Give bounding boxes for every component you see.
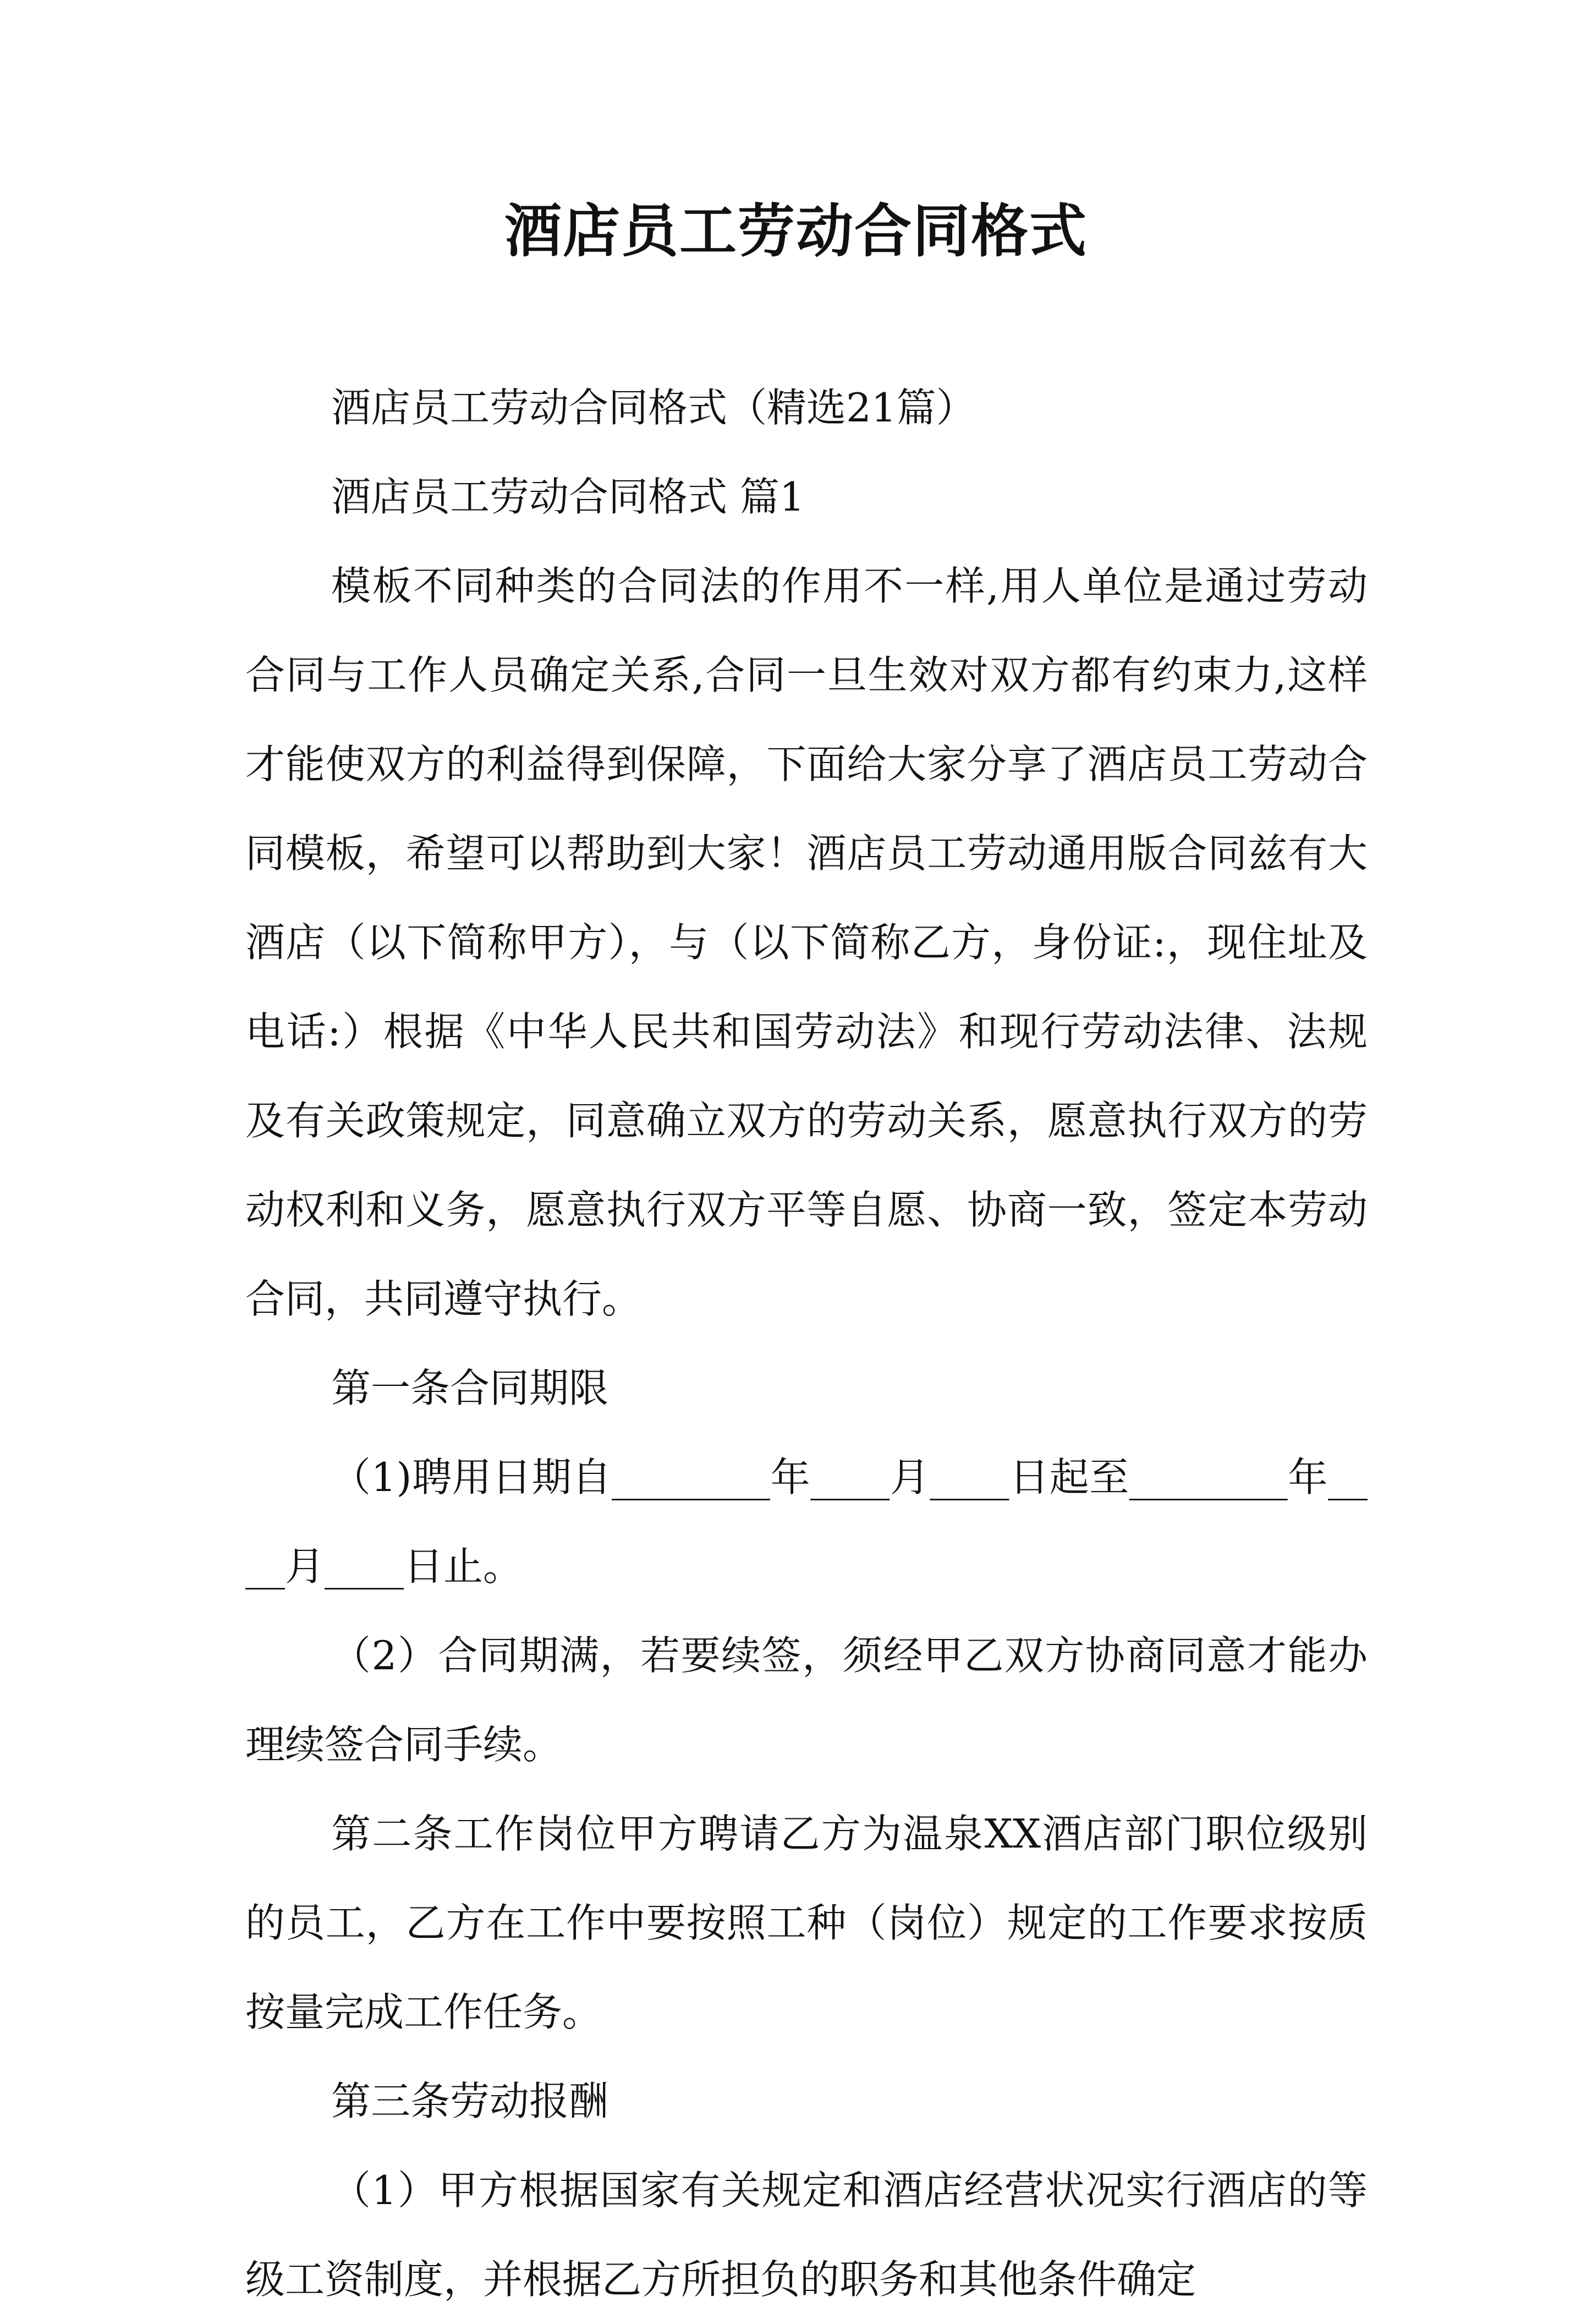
- paragraph-article-1-item-1: （1)聘用日期自________年____月____日起至________年____月____日止。: [245, 1454, 1368, 1589]
- paragraph-article-1-item-2: （2）合同期满，若要续签，须经甲乙双方协商同意才能办理续签合同手续。: [245, 1632, 1368, 1768]
- document-title: 酒店员工劳动合同格式: [504, 197, 1088, 265]
- paragraph-section-heading: 酒店员工劳动合同格式 篇1: [331, 474, 805, 520]
- paragraph-article-1-heading: 第一条合同期限: [331, 1365, 609, 1411]
- paragraph-article-2: 第二条工作岗位甲方聘请乙方为温泉XX酒店部门职位级别的员工，乙方在工作中要按照工种（岗位）规定的工作要求按质按量完成工作任务。: [245, 1811, 1368, 2035]
- paragraph-article-3-heading: 第三条劳动报酬: [331, 2078, 609, 2124]
- paragraph-subtitle: 酒店员工劳动合同格式（精选21篇）: [331, 385, 976, 431]
- paragraph-intro: 模板不同种类的合同法的作用不一样,用人单位是通过劳动合同与工作人员确定关系,合同一旦生效对双方都有约束力,这样才能使双方的利益得到保障，下面给大家分享了酒店员工劳动合同模板，希望可以帮助到大家！酒店员工劳动通用版合同兹有大酒店（以下简称甲方），与（以下简称乙方，身份证:，现住址及电话:）根据《中华人民共和国劳动法》和现行劳动法律、法规及有关政策规定，同意确立双方的劳动关系，愿意执行双方的劳动权利和义务，愿意执行双方平等自愿、协商一致，签定本劳动合同，共同遵守执行。: [245, 563, 1368, 1322]
- document-body: [245, 363, 1368, 2324]
- paragraph-article-3-item-1: （1）甲方根据国家有关规定和酒店经营状况实行酒店的等级工资制度，并根据乙方所担负的职务和其他条件确定: [245, 2167, 1368, 2303]
